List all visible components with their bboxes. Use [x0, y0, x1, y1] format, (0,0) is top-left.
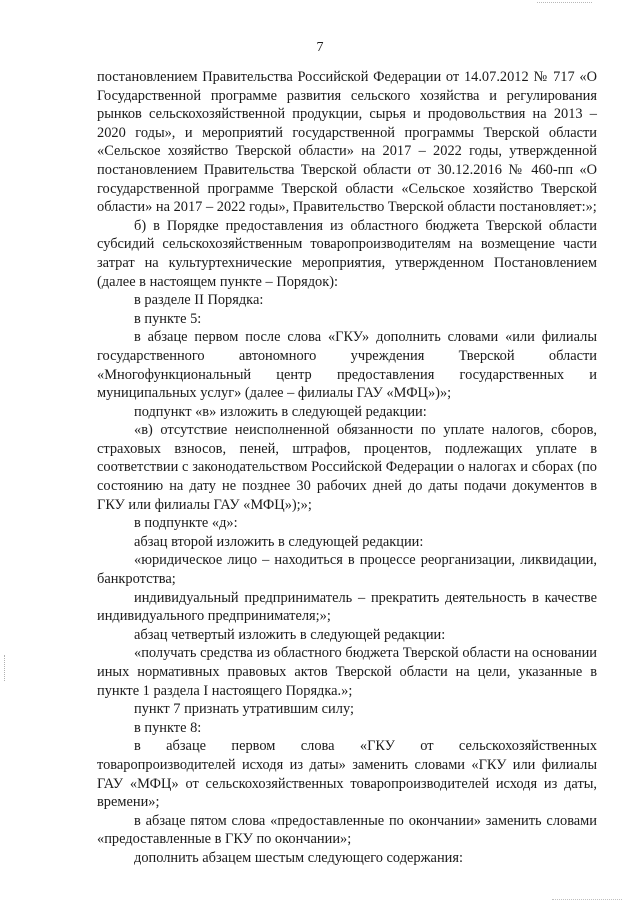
- page-number: 7: [316, 40, 324, 55]
- paragraph: в пункте 5:: [134, 310, 202, 327]
- scan-artifact: [4, 655, 6, 681]
- paragraph: в пункте 8:: [134, 719, 202, 736]
- paragraph: в подпункте «д»:: [134, 515, 238, 532]
- paragraph: дополнить абзацем шестым следующего содержания:: [134, 849, 463, 866]
- paragraph-quote: «юридическое лицо – находиться в процессе реорганизации, ликвидации, банкротства;: [97, 552, 597, 588]
- paragraph: абзац второй изложить в следующей редакции:: [134, 533, 424, 550]
- paragraph-quote: индивидуальный предприниматель – прекратить деятельность в качестве индивидуального предпринимателя;»;: [97, 589, 597, 625]
- paragraph-continuation: постановлением Правительства Российской Федерации от 14.07.2012 № 717 «О Государственной программе развития сельского хозяйства и регулирования рынков сельскохозяйственной продукции, сырья и продовольствия на 2013 – 2020 годы», и мероприятий государственной программы Тверской области «Сельское хозяйство Тверской области» на 2017 – 2022 годы, утвержденной постановлением Правительства Тверской области от 30.12.2016 № 460-пп «О государственной программе Тверской области «Сельское хозяйство Тверской области» на 2017 – 2022 годы», Правительство Тверской области постановляет:»;: [97, 69, 597, 216]
- paragraph: в разделе II Порядка:: [134, 292, 264, 309]
- document-body: [97, 68, 597, 868]
- paragraph: в абзаце первом слова «ГКУ от сельскохозяйственных товаропроизводителей исходя из даты» заменить словами «ГКУ или филиалы ГАУ «МФЦ» от сельскохозяйственных товаропроизводителей исходя из даты, времени»;: [97, 738, 597, 811]
- scan-artifact: [537, 2, 592, 4]
- paragraph: в абзаце пятом слова «предоставленные по окончании» заменить словами «предоставленные в ГКУ по окончании»;: [97, 812, 597, 848]
- paragraph-quote: «в) отсутствие неисполненной обязанности по уплате налогов, сборов, страховых взносов, пеней, штрафов, процентов, подлежащих уплате в соответствии с законодательством Российской Федерации о налогах и сборах (по состоянию на дату не позднее 30 рабочих дней до даты подачи документов в ГКУ или филиалы ГАУ «МФЦ»);»;: [97, 422, 597, 513]
- scan-artifact: [552, 899, 622, 901]
- paragraph: пункт 7 признать утратившим силу;: [134, 701, 354, 718]
- paragraph: абзац четвертый изложить в следующей редакции:: [134, 626, 446, 643]
- paragraph: в абзаце первом после слова «ГКУ» дополнить словами «или филиалы государственного автономного учреждения Тверской области «Многофункциональный центр предоставления государственных и муниципальных услуг» (далее – филиалы ГАУ «МФЦ»)»;: [97, 329, 597, 402]
- paragraph-quote: «получать средства из областного бюджета Тверской области на основании иных нормативных правовых актов Тверской области на цели, указанные в пункте 1 раздела I настоящего Порядка.»;: [97, 645, 597, 699]
- paragraph: подпункт «в» изложить в следующей редакции:: [134, 403, 427, 420]
- paragraph-item-b: б) в Порядке предоставления из областного бюджета Тверской области субсидий сельскохозяйственным товаропроизводителям на возмещение части затрат на культуртехнические мероприятия, утвержденном Постановлением (далее в настоящем пункте – Порядок):: [97, 217, 597, 290]
